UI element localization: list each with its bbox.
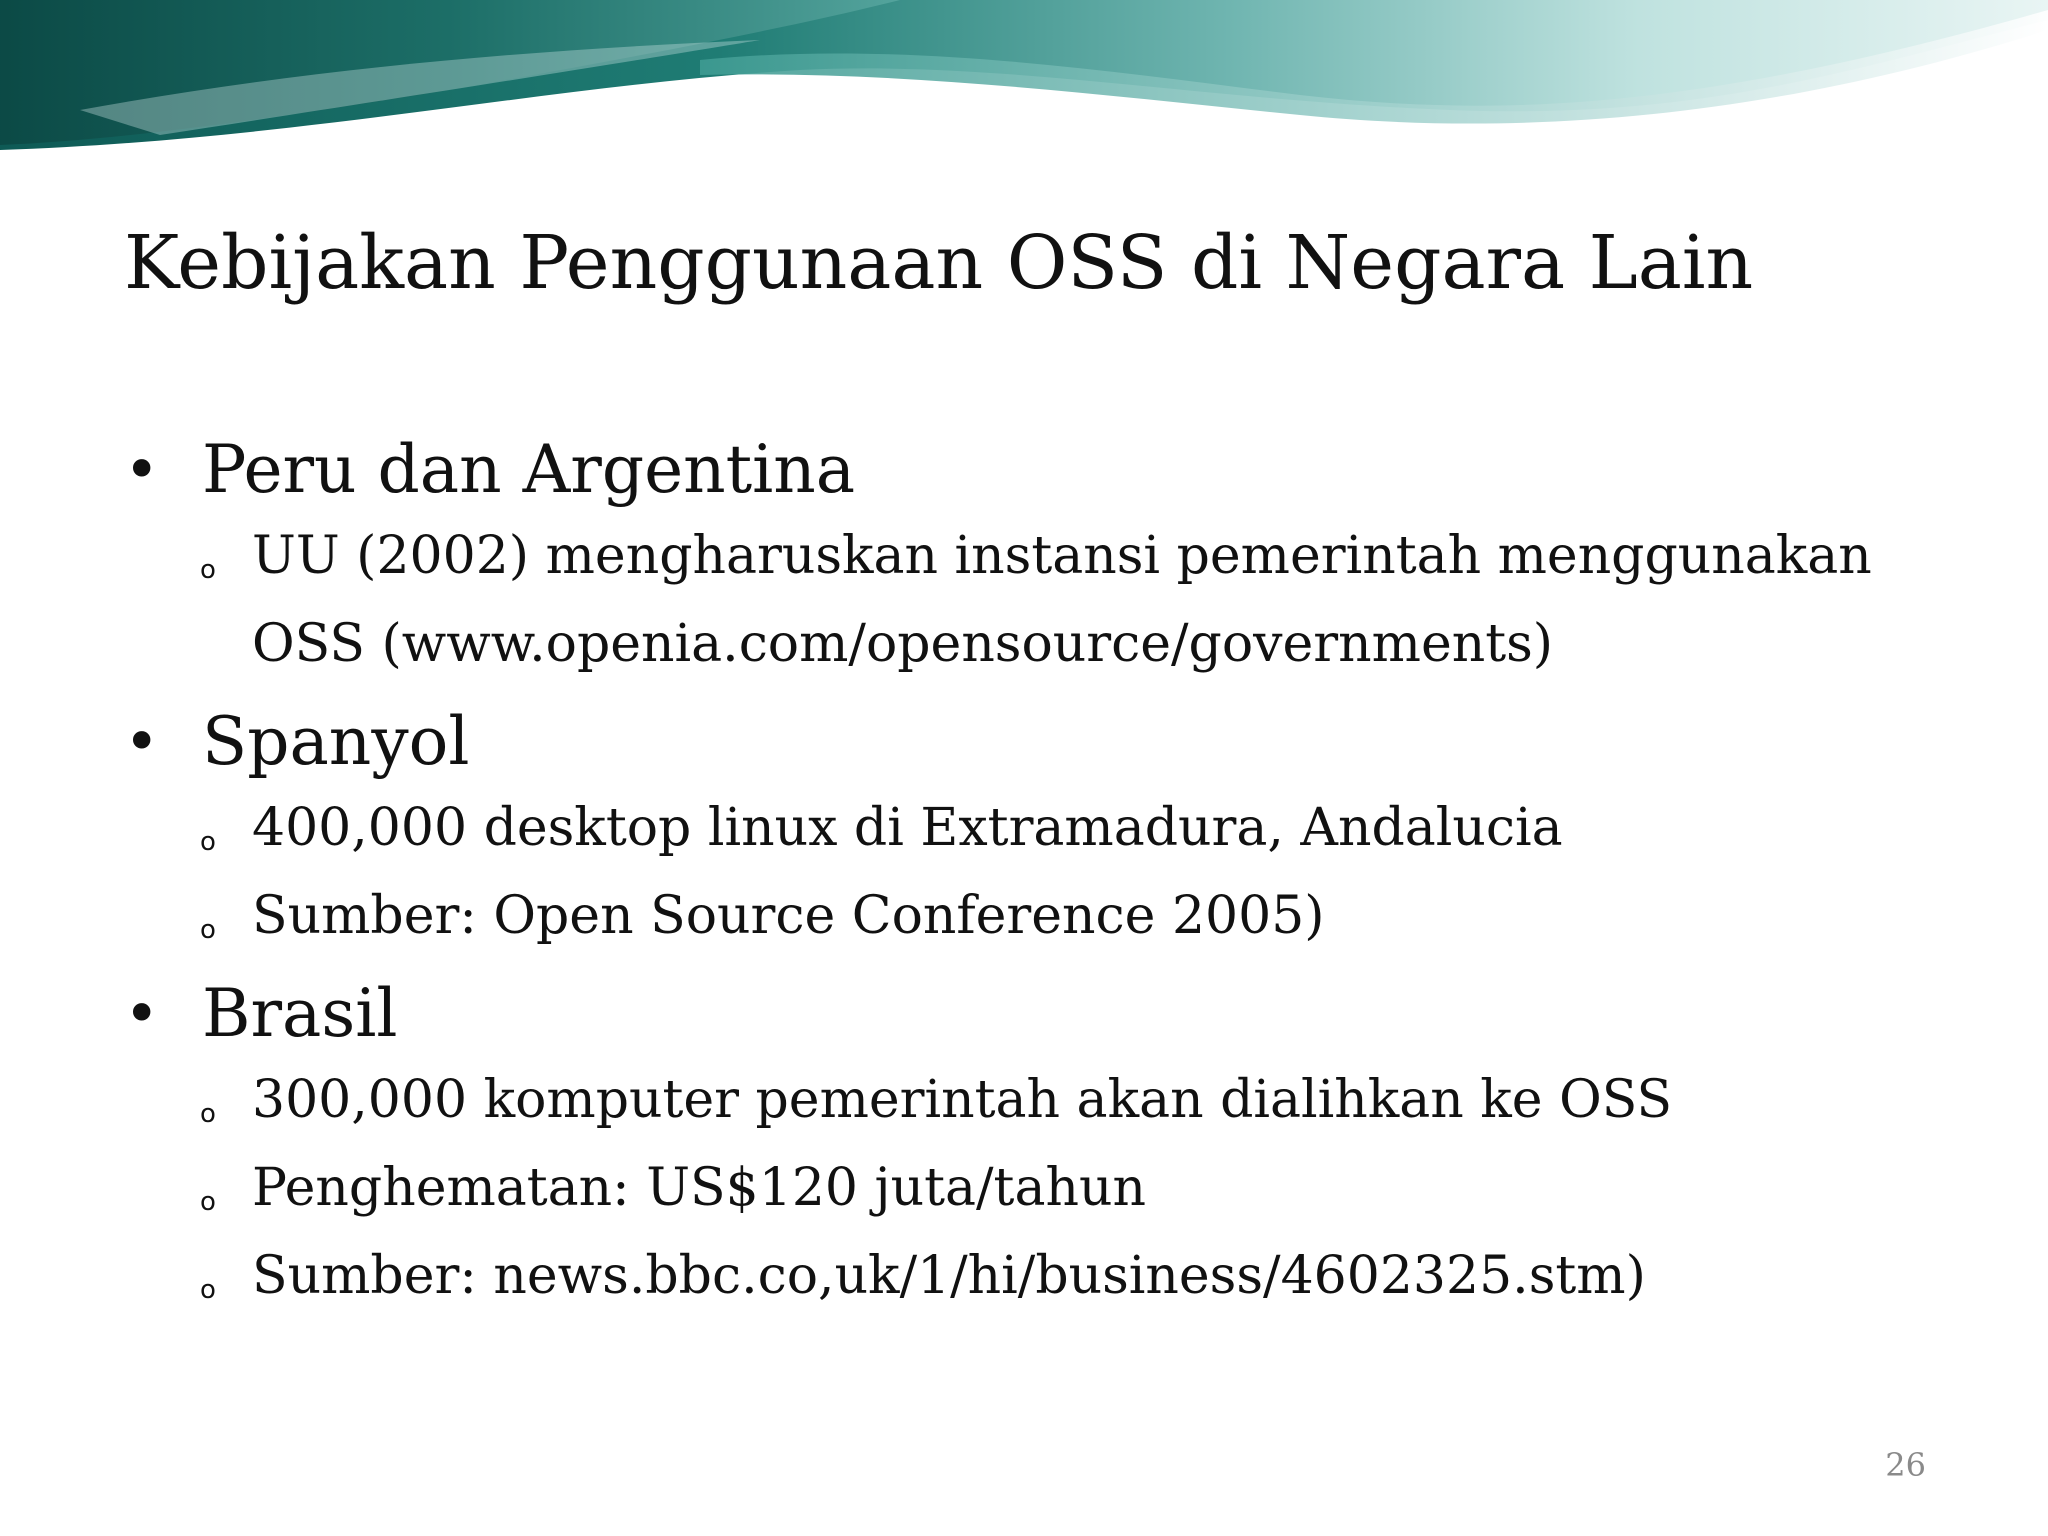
sub-bullet-item bbox=[124, 784, 1924, 872]
page-number: 26 bbox=[1885, 1446, 1926, 1484]
sub-bullet-icon: o bbox=[200, 555, 216, 585]
sub-bullet-icon: o bbox=[200, 1099, 216, 1129]
bullet-heading: Peru dan Argentina bbox=[202, 431, 856, 508]
sub-bullet-text: Sumber: news.bbc.co,uk/1/hi/business/4602325.stm) bbox=[252, 1246, 1646, 1306]
sub-bullet-text: OSS (www.openia.com/opensource/governments) bbox=[252, 614, 1554, 674]
bullet-heading: Spanyol bbox=[202, 703, 470, 780]
sub-bullet-continuation bbox=[124, 600, 1924, 688]
sub-bullet-text: 400,000 desktop linux di Extramadura, Andalucia bbox=[252, 798, 1563, 858]
sub-bullet-icon: o bbox=[200, 1187, 216, 1217]
bullet-icon: • bbox=[124, 979, 160, 1049]
sub-bullet-text: 300,000 komputer pemerintah akan dialihkan ke OSS bbox=[252, 1070, 1673, 1130]
sub-bullet-icon: o bbox=[200, 827, 216, 857]
bullet-item-spanyol bbox=[124, 700, 1924, 784]
sub-bullet-item bbox=[124, 1144, 1924, 1232]
sub-bullet-item bbox=[124, 1056, 1924, 1144]
bullet-icon: • bbox=[124, 707, 160, 777]
sub-bullet-text: Sumber: Open Source Conference 2005) bbox=[252, 886, 1325, 946]
bullet-item-brasil bbox=[124, 972, 1924, 1056]
sub-bullet-text: UU (2002) mengharuskan instansi pemerintah menggunakan bbox=[252, 526, 1872, 586]
bullet-list bbox=[124, 428, 1924, 1320]
sub-bullet-text: Penghematan: US$120 juta/tahun bbox=[252, 1158, 1146, 1218]
bullet-item-peru-argentina bbox=[124, 428, 1924, 512]
sub-bullet-item bbox=[124, 872, 1924, 960]
bullet-heading: Brasil bbox=[202, 975, 398, 1052]
bullet-icon: • bbox=[124, 435, 160, 505]
sub-bullet-item bbox=[124, 1232, 1924, 1320]
slide-title: Kebijakan Penggunaan OSS di Negara Lain bbox=[124, 220, 1754, 306]
sub-bullet-icon: o bbox=[200, 915, 216, 945]
header-wave-banner bbox=[0, 0, 2048, 160]
sub-bullet-icon: o bbox=[200, 1275, 216, 1305]
sub-bullet-item bbox=[124, 512, 1924, 600]
